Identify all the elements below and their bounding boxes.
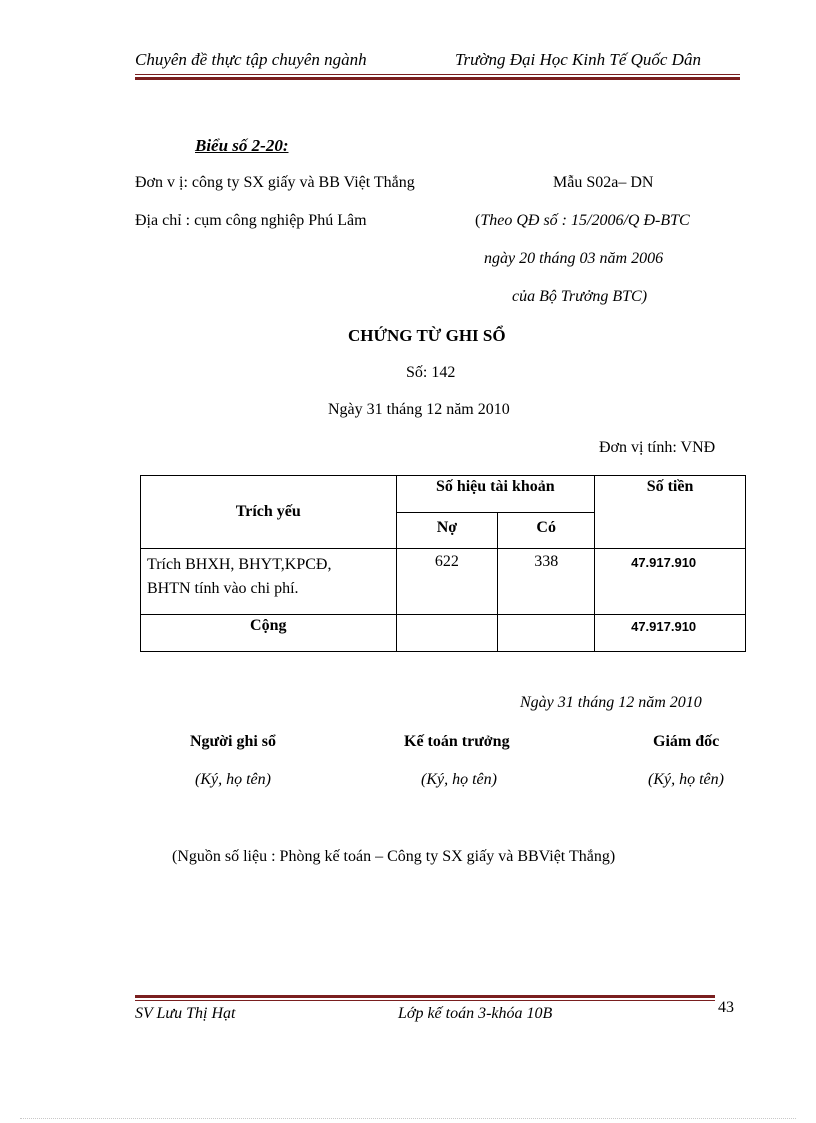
signer-chief-accountant: Kế toán trưởng: [404, 733, 510, 750]
decision-line-2: ngày 20 tháng 03 năm 2006: [484, 250, 664, 267]
header-rule-thin: [135, 74, 740, 75]
signer-recorder: Người ghi sổ: [190, 733, 277, 750]
currency-unit: Đơn vị tính: VNĐ: [599, 439, 716, 456]
col-amount-header: Số tiền: [595, 476, 746, 549]
header-rule-thick: [135, 77, 740, 80]
row-description-line-2: BHTN tính vào chi phí.: [147, 580, 299, 597]
address-line: Địa chỉ : cụm công nghiệp Phú Lâm: [135, 212, 367, 229]
source-note: (Nguồn số liệu : Phòng kế toán – Công ty SX giấy và BBViệt Thắng): [172, 848, 616, 865]
col-debit-header: Nợ: [396, 513, 498, 549]
voucher-table: [140, 475, 746, 652]
col-description-header: Trích yếu: [141, 476, 397, 549]
footer-class: Lớp kế toán 3-khóa 10B: [398, 1005, 553, 1022]
document-number: Số: 142: [406, 364, 456, 381]
total-debit-empty: [396, 615, 498, 652]
footer-rule-thin: [135, 1000, 715, 1001]
footer-rule-thick: [135, 995, 715, 998]
table-row: [141, 549, 746, 615]
document-title: CHỨNG TỪ GHI SỔ: [348, 326, 506, 345]
decision-text-1: Theo QĐ số : 15/2006/Q Đ-BTC: [480, 212, 690, 229]
header-left-title: Chuyên đề thực tập chuyên ngành: [135, 50, 367, 69]
sign-note-recorder: (Ký, họ tên): [195, 771, 271, 788]
col-account-header: Số hiệu tài khoản: [396, 476, 595, 513]
sign-note-chief-accountant: (Ký, họ tên): [421, 771, 497, 788]
row-description-line-1: Trích BHXH, BHYT,KPCĐ,: [147, 556, 332, 573]
total-label: Cộng: [141, 615, 397, 652]
row-debit: 622: [396, 549, 498, 615]
row-description: [141, 549, 397, 615]
document-date: Ngày 31 tháng 12 năm 2010: [328, 401, 510, 418]
table-header-row: [141, 476, 746, 513]
col-credit-header: Có: [498, 513, 595, 549]
sign-note-director: (Ký, họ tên): [648, 771, 724, 788]
page-number: 43: [718, 999, 734, 1016]
total-credit-empty: [498, 615, 595, 652]
signature-date: Ngày 31 tháng 12 năm 2010: [520, 694, 702, 711]
template-code: Mẫu S02a– DN: [553, 174, 654, 191]
total-amount: 47.917.910: [595, 615, 746, 652]
footer-student: SV Lưu Thị Hạt: [135, 1005, 236, 1022]
form-label: Biểu số 2-20:: [195, 136, 289, 155]
decision-line-1: [475, 212, 690, 230]
row-credit: 338: [498, 549, 595, 615]
row-amount: 47.917.910: [595, 549, 746, 615]
unit-line: Đơn v ị: công ty SX giấy và BB Việt Thắng: [135, 174, 415, 191]
decision-line-3: của Bộ Trưởng BTC): [512, 288, 648, 305]
bottom-dotted-line: [20, 1118, 796, 1119]
decision-open-paren: (: [475, 212, 481, 229]
table-total-row: [141, 615, 746, 652]
signer-director: Giám đốc: [653, 733, 720, 750]
header-right-title: Trường Đại Học Kinh Tế Quốc Dân: [455, 50, 701, 69]
